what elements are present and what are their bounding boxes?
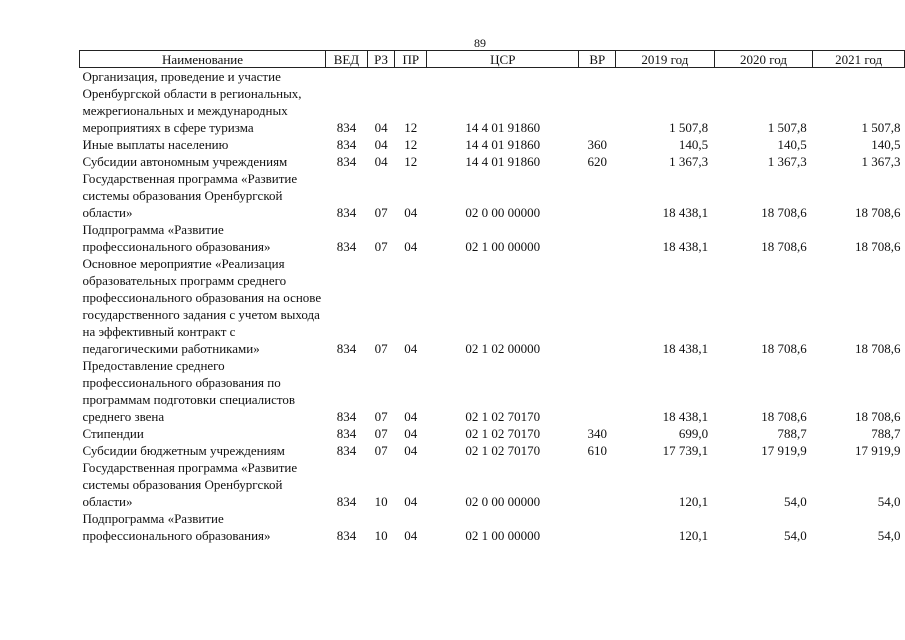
page-number: 89 — [474, 36, 486, 50]
row-value-2020: 1 367,3 — [767, 154, 807, 169]
row-csr: 02 1 02 70170 — [465, 409, 541, 424]
row-vr — [579, 357, 616, 425]
row-ved: 834 — [336, 239, 357, 254]
row-vr: 610 — [587, 443, 608, 458]
row-name: Субсидии бюджетным учреждениям — [82, 443, 285, 458]
table-row — [80, 153, 905, 170]
row-csr: 14 4 01 91860 — [465, 120, 541, 135]
row-ved: 834 — [336, 443, 357, 458]
header-2021: 2021 год — [813, 51, 905, 68]
row-csr: 02 1 02 70170 — [465, 426, 541, 441]
row-ved: 834 — [336, 409, 357, 424]
row-csr: 02 0 00 00000 — [465, 494, 541, 509]
row-rz: 10 — [374, 528, 388, 543]
row-ved: 834 — [336, 137, 357, 152]
row-name: Подпрограмма «Развитие профессионального образования» — [82, 222, 271, 254]
row-pr: 12 — [404, 137, 418, 152]
row-value-2020: 18 708,6 — [761, 409, 807, 424]
table-row — [80, 459, 905, 510]
row-pr: 04 — [404, 409, 418, 424]
row-ved: 834 — [336, 120, 357, 135]
row-rz: 07 — [374, 239, 388, 254]
row-name: Иные выплаты населению — [82, 137, 229, 152]
table-header-row — [80, 51, 905, 68]
row-pr: 04 — [404, 426, 418, 441]
row-value-2019: 17 739,1 — [662, 443, 709, 458]
row-value-2021: 788,7 — [871, 426, 901, 441]
row-value-2019: 120,1 — [678, 494, 709, 509]
row-value-2020: 18 708,6 — [761, 341, 807, 356]
header-name: Наименование — [80, 51, 326, 68]
row-value-2020: 140,5 — [777, 137, 807, 152]
row-pr: 12 — [404, 120, 418, 135]
row-pr: 04 — [404, 443, 418, 458]
row-value-2020: 17 919,9 — [761, 443, 807, 458]
row-vr: 620 — [587, 154, 608, 169]
row-value-2021: 54,0 — [877, 494, 901, 509]
row-rz: 10 — [374, 494, 388, 509]
row-name: Государственная программа «Развитие системы образования Оренбургской области» — [82, 171, 298, 220]
row-csr: 02 1 00 00000 — [465, 528, 541, 543]
table-row — [80, 510, 905, 544]
row-vr: 340 — [587, 426, 608, 441]
row-csr: 14 4 01 91860 — [465, 137, 541, 152]
row-value-2021: 18 708,6 — [855, 239, 901, 254]
row-value-2021: 18 708,6 — [855, 341, 901, 356]
row-rz: 07 — [374, 443, 388, 458]
row-name: Организация, проведение и участие Оренбургской области в региональных, межрегиональных и международных мероприятиях в сфере туризма — [82, 69, 302, 135]
table-row — [80, 442, 905, 459]
row-value-2019: 18 438,1 — [662, 239, 709, 254]
row-csr: 14 4 01 91860 — [465, 154, 541, 169]
row-pr: 04 — [404, 239, 418, 254]
row-value-2019: 18 438,1 — [662, 409, 709, 424]
row-value-2019: 18 438,1 — [662, 341, 709, 356]
row-name: Предоставление среднего профессионального образования по программам подготовки специалистов среднего звена — [82, 358, 296, 424]
row-value-2020: 54,0 — [783, 528, 807, 543]
row-ved: 834 — [336, 528, 357, 543]
table-row — [80, 221, 905, 255]
row-value-2021: 1 507,8 — [861, 120, 901, 135]
header-csr: ЦСР — [427, 51, 579, 68]
row-vr — [579, 68, 616, 137]
header-2019: 2019 год — [616, 51, 715, 68]
row-csr: 02 0 00 00000 — [465, 205, 541, 220]
row-vr — [579, 510, 616, 544]
row-pr: 04 — [404, 528, 418, 543]
row-rz: 07 — [374, 205, 388, 220]
row-value-2020: 54,0 — [783, 494, 807, 509]
header-vr: ВР — [579, 51, 616, 68]
row-vr — [579, 255, 616, 357]
row-pr: 04 — [404, 494, 418, 509]
row-value-2019: 120,1 — [678, 528, 709, 543]
row-value-2020: 18 708,6 — [761, 239, 807, 254]
row-value-2021: 17 919,9 — [855, 443, 901, 458]
row-rz: 07 — [374, 409, 388, 424]
row-rz: 04 — [374, 137, 388, 152]
table-row — [80, 68, 905, 137]
row-value-2021: 18 708,6 — [855, 205, 901, 220]
row-value-2019: 1 367,3 — [669, 154, 709, 169]
row-csr: 02 1 00 00000 — [465, 239, 541, 254]
row-rz: 07 — [374, 341, 388, 356]
row-ved: 834 — [336, 341, 357, 356]
row-csr: 02 1 02 00000 — [465, 341, 541, 356]
row-name: Государственная программа «Развитие системы образования Оренбургской области» — [82, 460, 298, 509]
row-vr — [579, 221, 616, 255]
row-ved: 834 — [336, 494, 357, 509]
budget-table — [79, 50, 905, 544]
row-name: Субсидии автономным учреждениям — [82, 154, 288, 169]
row-value-2020: 788,7 — [777, 426, 807, 441]
table-row — [80, 357, 905, 425]
row-rz: 04 — [374, 120, 388, 135]
table-row — [80, 425, 905, 442]
row-pr: 12 — [404, 154, 418, 169]
table-row — [80, 170, 905, 221]
row-value-2021: 1 367,3 — [861, 154, 901, 169]
row-vr — [579, 459, 616, 510]
row-vr: 360 — [587, 137, 608, 152]
row-value-2019: 140,5 — [678, 137, 709, 152]
row-value-2019: 699,0 — [678, 426, 709, 441]
row-value-2019: 1 507,8 — [669, 120, 709, 135]
row-value-2020: 1 507,8 — [767, 120, 807, 135]
row-pr: 04 — [404, 205, 418, 220]
row-name: Стипендии — [82, 426, 144, 441]
row-value-2021: 140,5 — [871, 137, 901, 152]
row-ved: 834 — [336, 154, 357, 169]
row-value-2019: 18 438,1 — [662, 205, 709, 220]
row-name: Подпрограмма «Развитие профессионального образования» — [82, 511, 271, 543]
row-vr — [579, 170, 616, 221]
table-row — [80, 255, 905, 357]
table-row — [80, 136, 905, 153]
row-value-2020: 18 708,6 — [761, 205, 807, 220]
row-value-2021: 18 708,6 — [855, 409, 901, 424]
row-name: Основное мероприятие «Реализация образовательных программ среднего профессионального образования на основе государственного задания с учетом выхода на эффективный контракт с педагогическими работниками» — [82, 256, 322, 356]
row-ved: 834 — [336, 426, 357, 441]
header-rz: РЗ — [367, 51, 395, 68]
header-2020: 2020 год — [714, 51, 813, 68]
row-rz: 07 — [374, 426, 388, 441]
row-rz: 04 — [374, 154, 388, 169]
row-value-2021: 54,0 — [877, 528, 901, 543]
row-ved: 834 — [336, 205, 357, 220]
row-pr: 04 — [404, 341, 418, 356]
header-pr: ПР — [395, 51, 427, 68]
row-csr: 02 1 02 70170 — [465, 443, 541, 458]
header-ved: ВЕД — [326, 51, 368, 68]
